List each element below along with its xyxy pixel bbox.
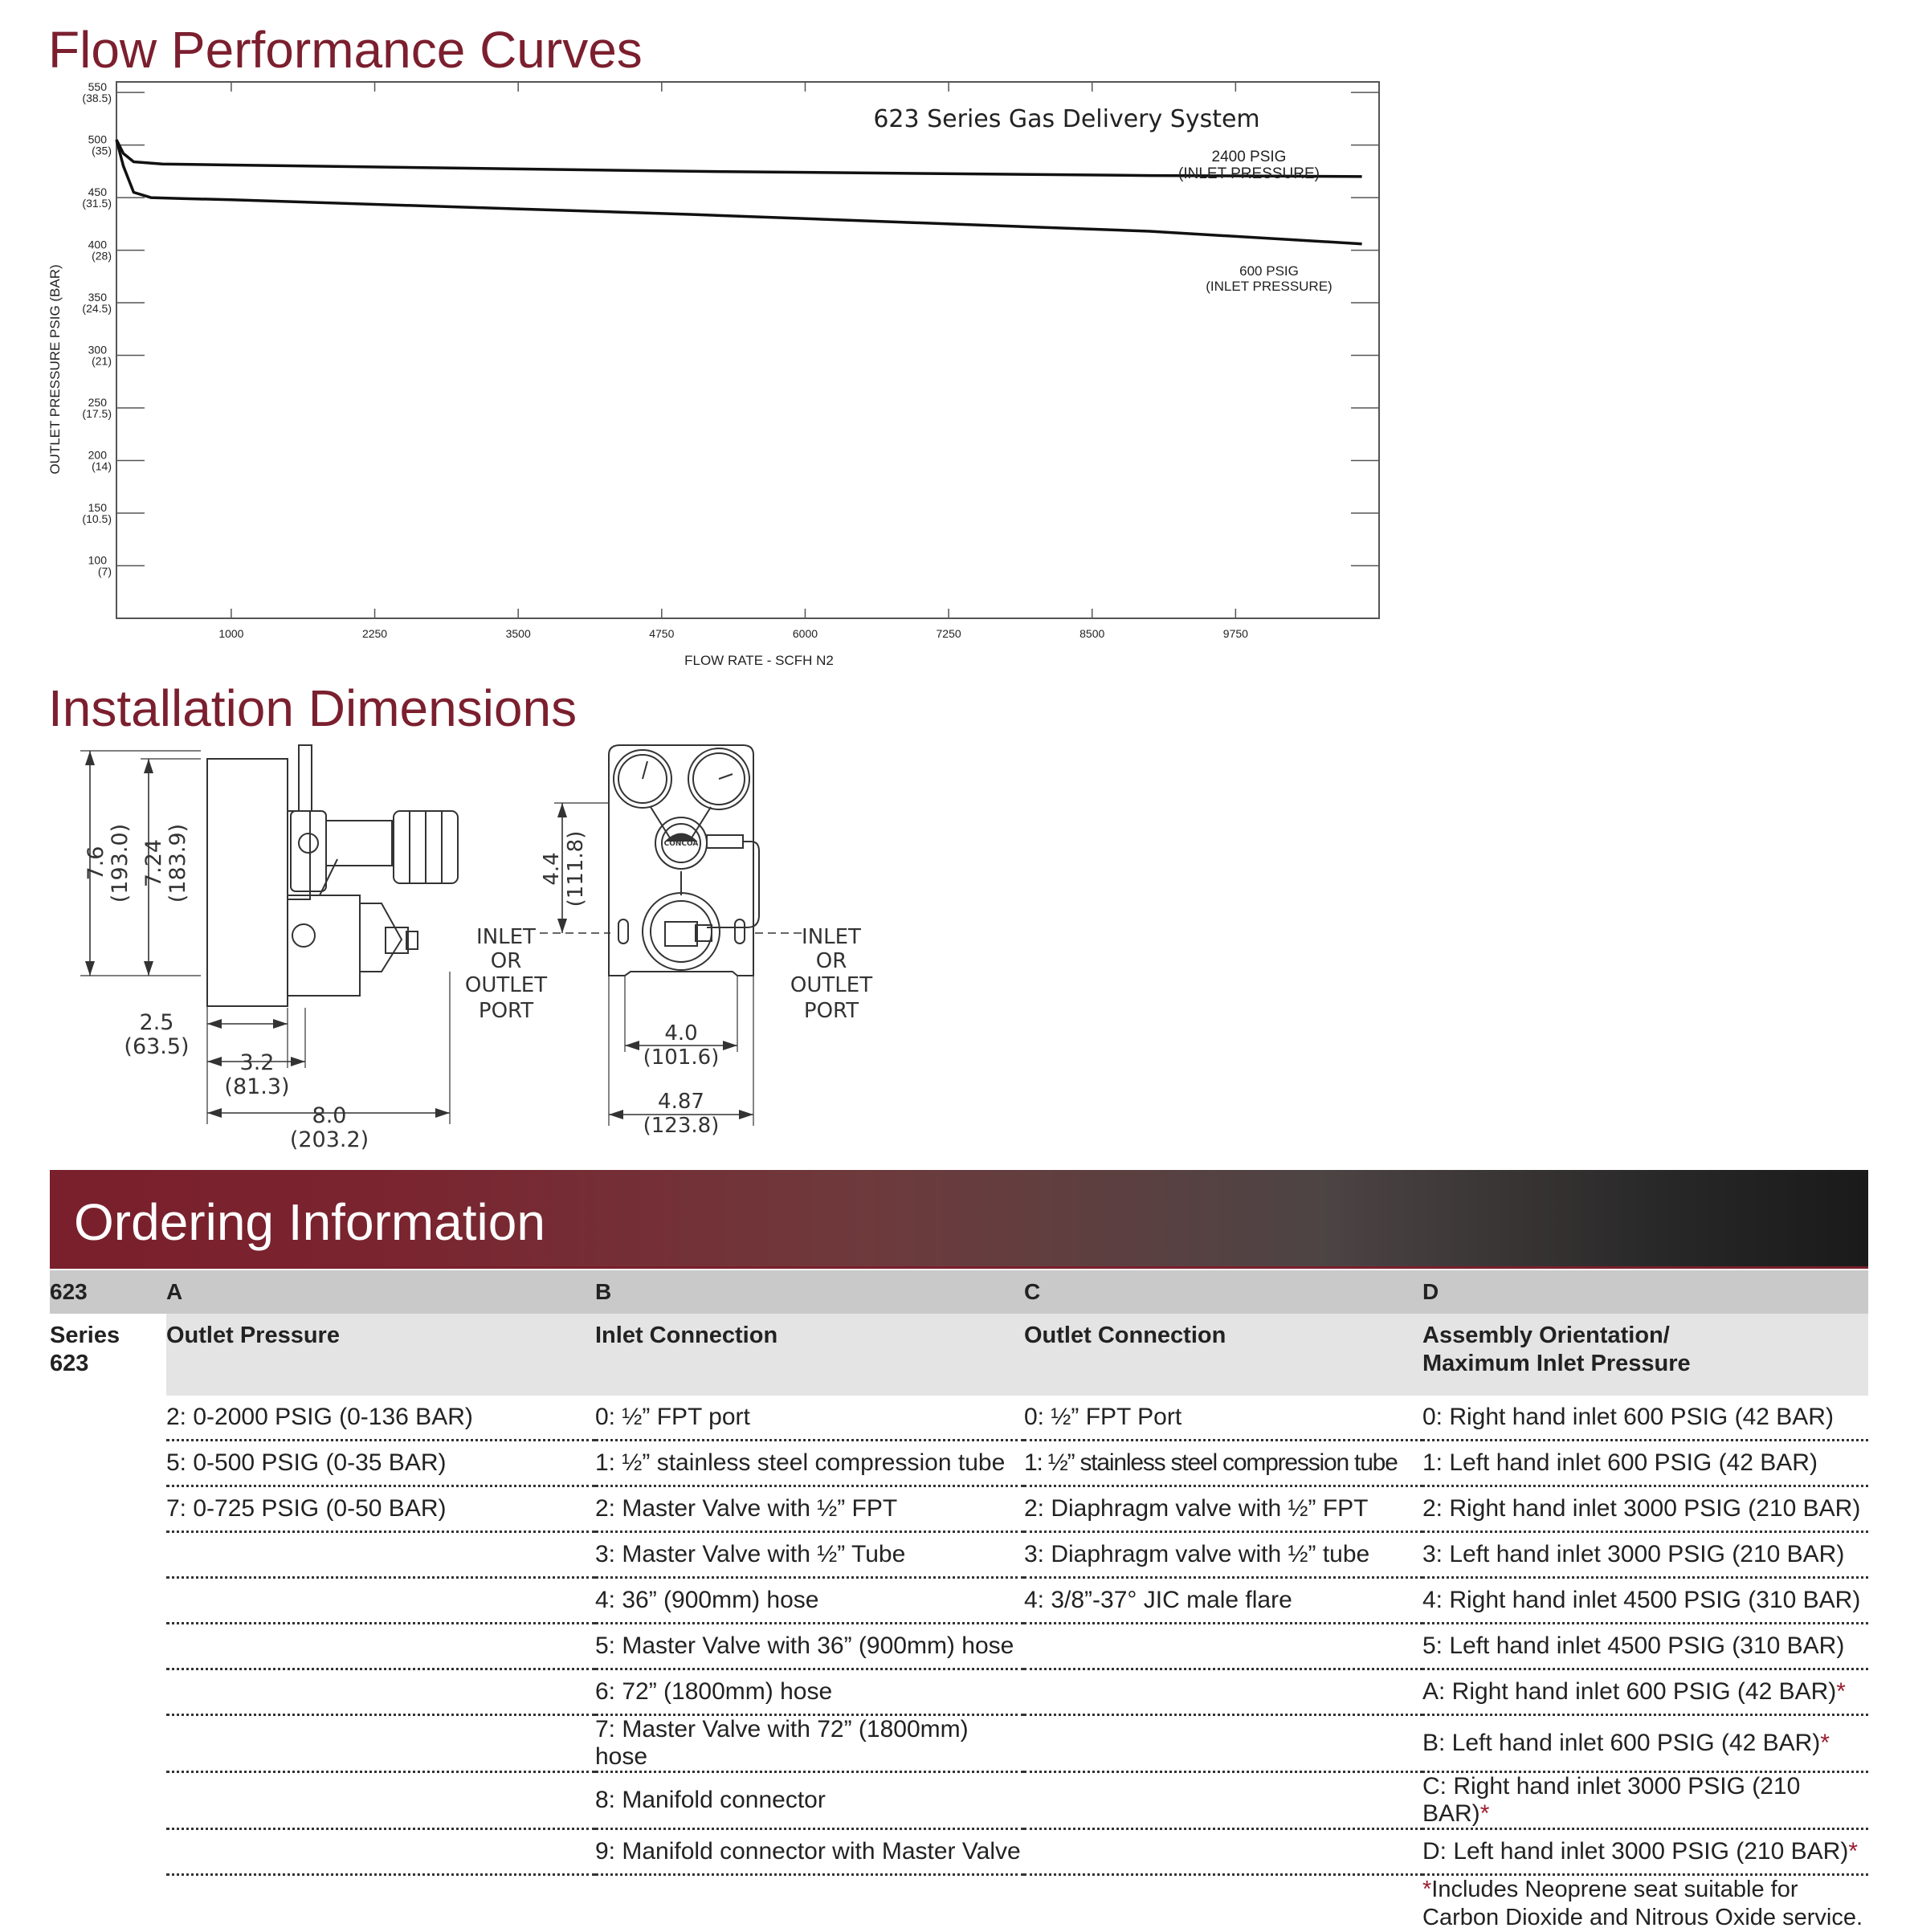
table-row	[50, 1486, 1868, 1532]
y-tick-label-bar: (31.5)	[82, 197, 112, 210]
gauge-side	[299, 745, 312, 811]
install-heading: Installation Dimensions	[48, 683, 577, 734]
outlet-pressure-option	[166, 1669, 595, 1715]
y-tick-label: 300	[88, 344, 108, 357]
series-label-2400: 2400 PSIG	[1212, 149, 1287, 165]
outlet-pressure-header: Outlet Pressure	[166, 1314, 595, 1396]
dim-w-inner: 4.0	[664, 1021, 697, 1045]
outlet-pressure-option	[166, 1624, 595, 1669]
brand-logo-text: CONCOA	[664, 840, 699, 848]
assembly-orientation-option: 5: Left hand inlet 4500 PSIG (310 BAR)	[1422, 1624, 1868, 1669]
series-spacer	[50, 1441, 166, 1486]
note-row	[50, 1875, 1868, 1932]
inlet-connection-option: 8: Manifold connector	[595, 1772, 1024, 1829]
assembly-orientation-header: Assembly Orientation/ Maximum Inlet Pressure	[1422, 1314, 1868, 1396]
outlet-connection-option	[1024, 1624, 1422, 1669]
dim-w3: 8.0	[312, 1103, 347, 1128]
x-tick-label: 3500	[506, 627, 531, 640]
y-tick-label-bar: (17.5)	[82, 407, 112, 420]
assembly-orientation-option: A: Right hand inlet 600 PSIG (42 BAR)*	[1422, 1669, 1868, 1715]
inlet-connection-option: 3: Master Valve with ½” Tube	[595, 1532, 1024, 1578]
y-tick-label-bar: (35)	[92, 145, 112, 157]
valve-bonnet	[360, 903, 402, 972]
assembly-orientation-option: B: Left hand inlet 600 PSIG (42 BAR)*	[1422, 1715, 1868, 1772]
table-row	[50, 1669, 1868, 1715]
y-tick-label-bar: (21)	[92, 355, 112, 368]
port-right-1: INLET	[802, 925, 861, 949]
series-spacer	[50, 1829, 166, 1875]
assembly-orientation-option: 2: Right hand inlet 3000 PSIG (210 BAR)	[1422, 1486, 1868, 1532]
y-tick-label: 450	[88, 185, 108, 198]
y-axis-label: OUTLET PRESSURE PSIG (BAR)	[47, 264, 63, 474]
series-spacer	[50, 1578, 166, 1624]
outlet-pressure-option	[166, 1578, 595, 1624]
y-tick-label: 200	[88, 449, 108, 462]
chart-title: 623 Series Gas Delivery System	[873, 105, 1259, 133]
y-axis	[82, 80, 1379, 577]
x-tick-label: 1000	[218, 627, 243, 640]
y-tick-label-bar: (7)	[98, 565, 112, 578]
dim-w2: 3.2	[240, 1050, 275, 1075]
outlet-pressure-option	[166, 1829, 595, 1875]
series-group	[116, 140, 1362, 244]
outlet-connection-option: 0: ½” FPT Port	[1024, 1396, 1422, 1441]
port-left-3: OUTLET	[465, 973, 547, 997]
y-tick-label: 100	[88, 554, 108, 567]
col-c-letter: C	[1024, 1270, 1422, 1314]
side-panel	[207, 759, 288, 1006]
table-row	[50, 1829, 1868, 1875]
outlet-pressure-option: 7: 0-725 PSIG (0-50 BAR)	[166, 1486, 595, 1532]
outlet-pressure-option	[166, 1532, 595, 1578]
col-d-letter: D	[1422, 1270, 1868, 1314]
dim-h2-mm: (183.9)	[165, 824, 190, 903]
y-tick-label: 150	[88, 501, 108, 514]
x-tick-label: 6000	[793, 627, 818, 640]
assembly-orientation-option: 0: Right hand inlet 600 PSIG (42 BAR)	[1422, 1396, 1868, 1441]
assembly-orientation-option: D: Left hand inlet 3000 PSIG (210 BAR)*	[1422, 1829, 1868, 1875]
outlet-pressure-option	[166, 1715, 595, 1772]
dim-h1: 7.6	[84, 846, 108, 881]
y-tick-label-bar: (38.5)	[82, 92, 112, 104]
series-spacer	[50, 1396, 166, 1441]
port-left-2: OR	[491, 949, 522, 973]
inlet-connection-option: 9: Manifold connector with Master Valve	[595, 1829, 1024, 1875]
y-tick-label: 350	[88, 291, 108, 304]
outlet-connection-option: 1: ½” stainless steel compression tube	[1024, 1441, 1422, 1486]
outlet-pressure-option: 5: 0-500 PSIG (0-35 BAR)	[166, 1441, 595, 1486]
dim-h1-mm: (193.0)	[108, 824, 133, 903]
series-spacer	[50, 1669, 166, 1715]
flow-heading: Flow Performance Curves	[48, 24, 643, 75]
inlet-connection-header: Inlet Connection	[595, 1314, 1024, 1396]
assembly-orientation-option: 1: Left hand inlet 600 PSIG (42 BAR)	[1422, 1441, 1868, 1486]
series-spacer	[50, 1532, 166, 1578]
series-sub-600: (INLET PRESSURE)	[1206, 279, 1332, 294]
regulator-body	[291, 811, 326, 891]
ordering-banner	[50, 1170, 1868, 1269]
inlet-connection-option: 1: ½” stainless steel compression tube	[595, 1441, 1024, 1486]
outlet-connection-option	[1024, 1829, 1422, 1875]
port-fitting	[292, 924, 315, 947]
table-row	[50, 1578, 1868, 1624]
assembly-orientation-option: C: Right hand inlet 3000 PSIG (210 BAR)*	[1422, 1772, 1868, 1829]
port-right-2: OR	[816, 949, 847, 973]
x-axis-label: FLOW RATE - SCFH N2	[684, 653, 834, 668]
outlet-connection-option: 3: Diaphragm valve with ½” tube	[1024, 1532, 1422, 1578]
table-row	[50, 1396, 1868, 1441]
dim-w1-mm: (63.5)	[124, 1034, 189, 1059]
table-row	[50, 1624, 1868, 1669]
series-label-600: 600 PSIG	[1239, 263, 1299, 279]
x-tick-label: 4750	[649, 627, 674, 640]
x-tick-label: 7250	[937, 627, 961, 640]
table-row	[50, 1715, 1868, 1772]
x-tick-label: 9750	[1223, 627, 1248, 640]
header-row	[50, 1314, 1868, 1396]
port-left-4: PORT	[479, 999, 533, 1023]
y-tick-label: 250	[88, 396, 108, 409]
outlet-connection-option: 2: Diaphragm valve with ½” FPT	[1024, 1486, 1422, 1532]
series-label: Series 623	[50, 1314, 166, 1396]
y-tick-label: 400	[88, 238, 108, 251]
dim-w-inner-mm: (101.6)	[643, 1045, 720, 1070]
inlet-connection-option: 6: 72” (1800mm) hose	[595, 1669, 1024, 1715]
dim-w-outer: 4.87	[658, 1090, 704, 1114]
dim-h2: 7.24	[141, 839, 166, 887]
series-spacer	[50, 1486, 166, 1532]
mount-slot-left	[618, 919, 628, 944]
assembly-orientation-option: 4: Right hand inlet 4500 PSIG (310 BAR)	[1422, 1578, 1868, 1624]
y-tick-label-bar: (14)	[92, 460, 112, 473]
x-tick-label: 8500	[1079, 627, 1104, 640]
col-a-letter: A	[166, 1270, 595, 1314]
y-tick-label-bar: (10.5)	[82, 512, 112, 525]
table-row	[50, 1532, 1868, 1578]
col-series-code: 623	[50, 1270, 166, 1314]
outlet-connection-option	[1024, 1669, 1422, 1715]
dim-w3-mm: (203.2)	[290, 1127, 369, 1152]
y-tick-label-bar: (28)	[92, 250, 112, 263]
inlet-connection-option: 0: ½” FPT port	[595, 1396, 1024, 1441]
ordering-table	[50, 1270, 1868, 1932]
dim-h: 4.4	[540, 852, 564, 885]
dim-h-mm: (111.8)	[564, 831, 588, 907]
outlet-pressure-option: 2: 0-2000 PSIG (0-136 BAR)	[166, 1396, 595, 1441]
plot-frame	[116, 82, 1379, 618]
flow-chart	[0, 72, 1414, 683]
outlet-pressure-option	[166, 1772, 595, 1829]
port-right-3: OUTLET	[790, 973, 872, 997]
outlet-connection-option: 4: 3/8”-37° JIC male flare	[1024, 1578, 1422, 1624]
outlet-connection-header: Outlet Connection	[1024, 1314, 1422, 1396]
letter-row	[50, 1270, 1868, 1314]
inlet-connection-option: 2: Master Valve with ½” FPT	[595, 1486, 1024, 1532]
dim-w1: 2.5	[140, 1010, 174, 1035]
mounting-plate	[609, 745, 753, 976]
installation-drawing	[0, 731, 884, 1164]
valve-port	[665, 922, 697, 946]
dim-w-outer-mm: (123.8)	[643, 1114, 720, 1138]
outlet-connection-option	[1024, 1715, 1422, 1772]
table-row	[50, 1441, 1868, 1486]
col-b-letter: B	[595, 1270, 1024, 1314]
series-spacer	[50, 1715, 166, 1772]
regulator-nut	[299, 834, 318, 853]
series-spacer	[50, 1772, 166, 1829]
port-right-4: PORT	[804, 999, 859, 1023]
adjust-stem	[326, 821, 392, 866]
y-tick-label: 550	[88, 80, 108, 93]
inlet-connection-option: 5: Master Valve with 36” (900mm) hose	[595, 1624, 1024, 1669]
outlet-connection-option	[1024, 1772, 1422, 1829]
assembly-orientation-option: 3: Left hand inlet 3000 PSIG (210 BAR)	[1422, 1532, 1868, 1578]
x-tick-label: 2250	[362, 627, 387, 640]
y-tick-label: 500	[88, 133, 108, 146]
seat-note: *Includes Neoprene seat suitable for Carbon Dioxide and Nitrous Oxide service.	[1422, 1875, 1868, 1932]
port-left-1: INLET	[476, 925, 536, 949]
dim-w2-mm: (81.3)	[224, 1074, 289, 1099]
series-sub-2400: (INLET PRESSURE)	[1178, 165, 1320, 182]
table-row	[50, 1772, 1868, 1829]
inlet-connection-option: 4: 36” (900mm) hose	[595, 1578, 1024, 1624]
mount-slot-right	[735, 919, 745, 944]
series-spacer	[50, 1624, 166, 1669]
valve-front	[643, 893, 720, 970]
outlet-fitting	[707, 835, 743, 848]
ordering-heading: Ordering Information	[74, 1192, 545, 1252]
y-tick-label-bar: (24.5)	[82, 302, 112, 315]
inlet-connection-option: 7: Master Valve with 72” (1800mm) hose	[595, 1715, 1024, 1772]
series-line-2400-psig	[116, 140, 1362, 177]
series-line-600-psig	[116, 140, 1362, 244]
